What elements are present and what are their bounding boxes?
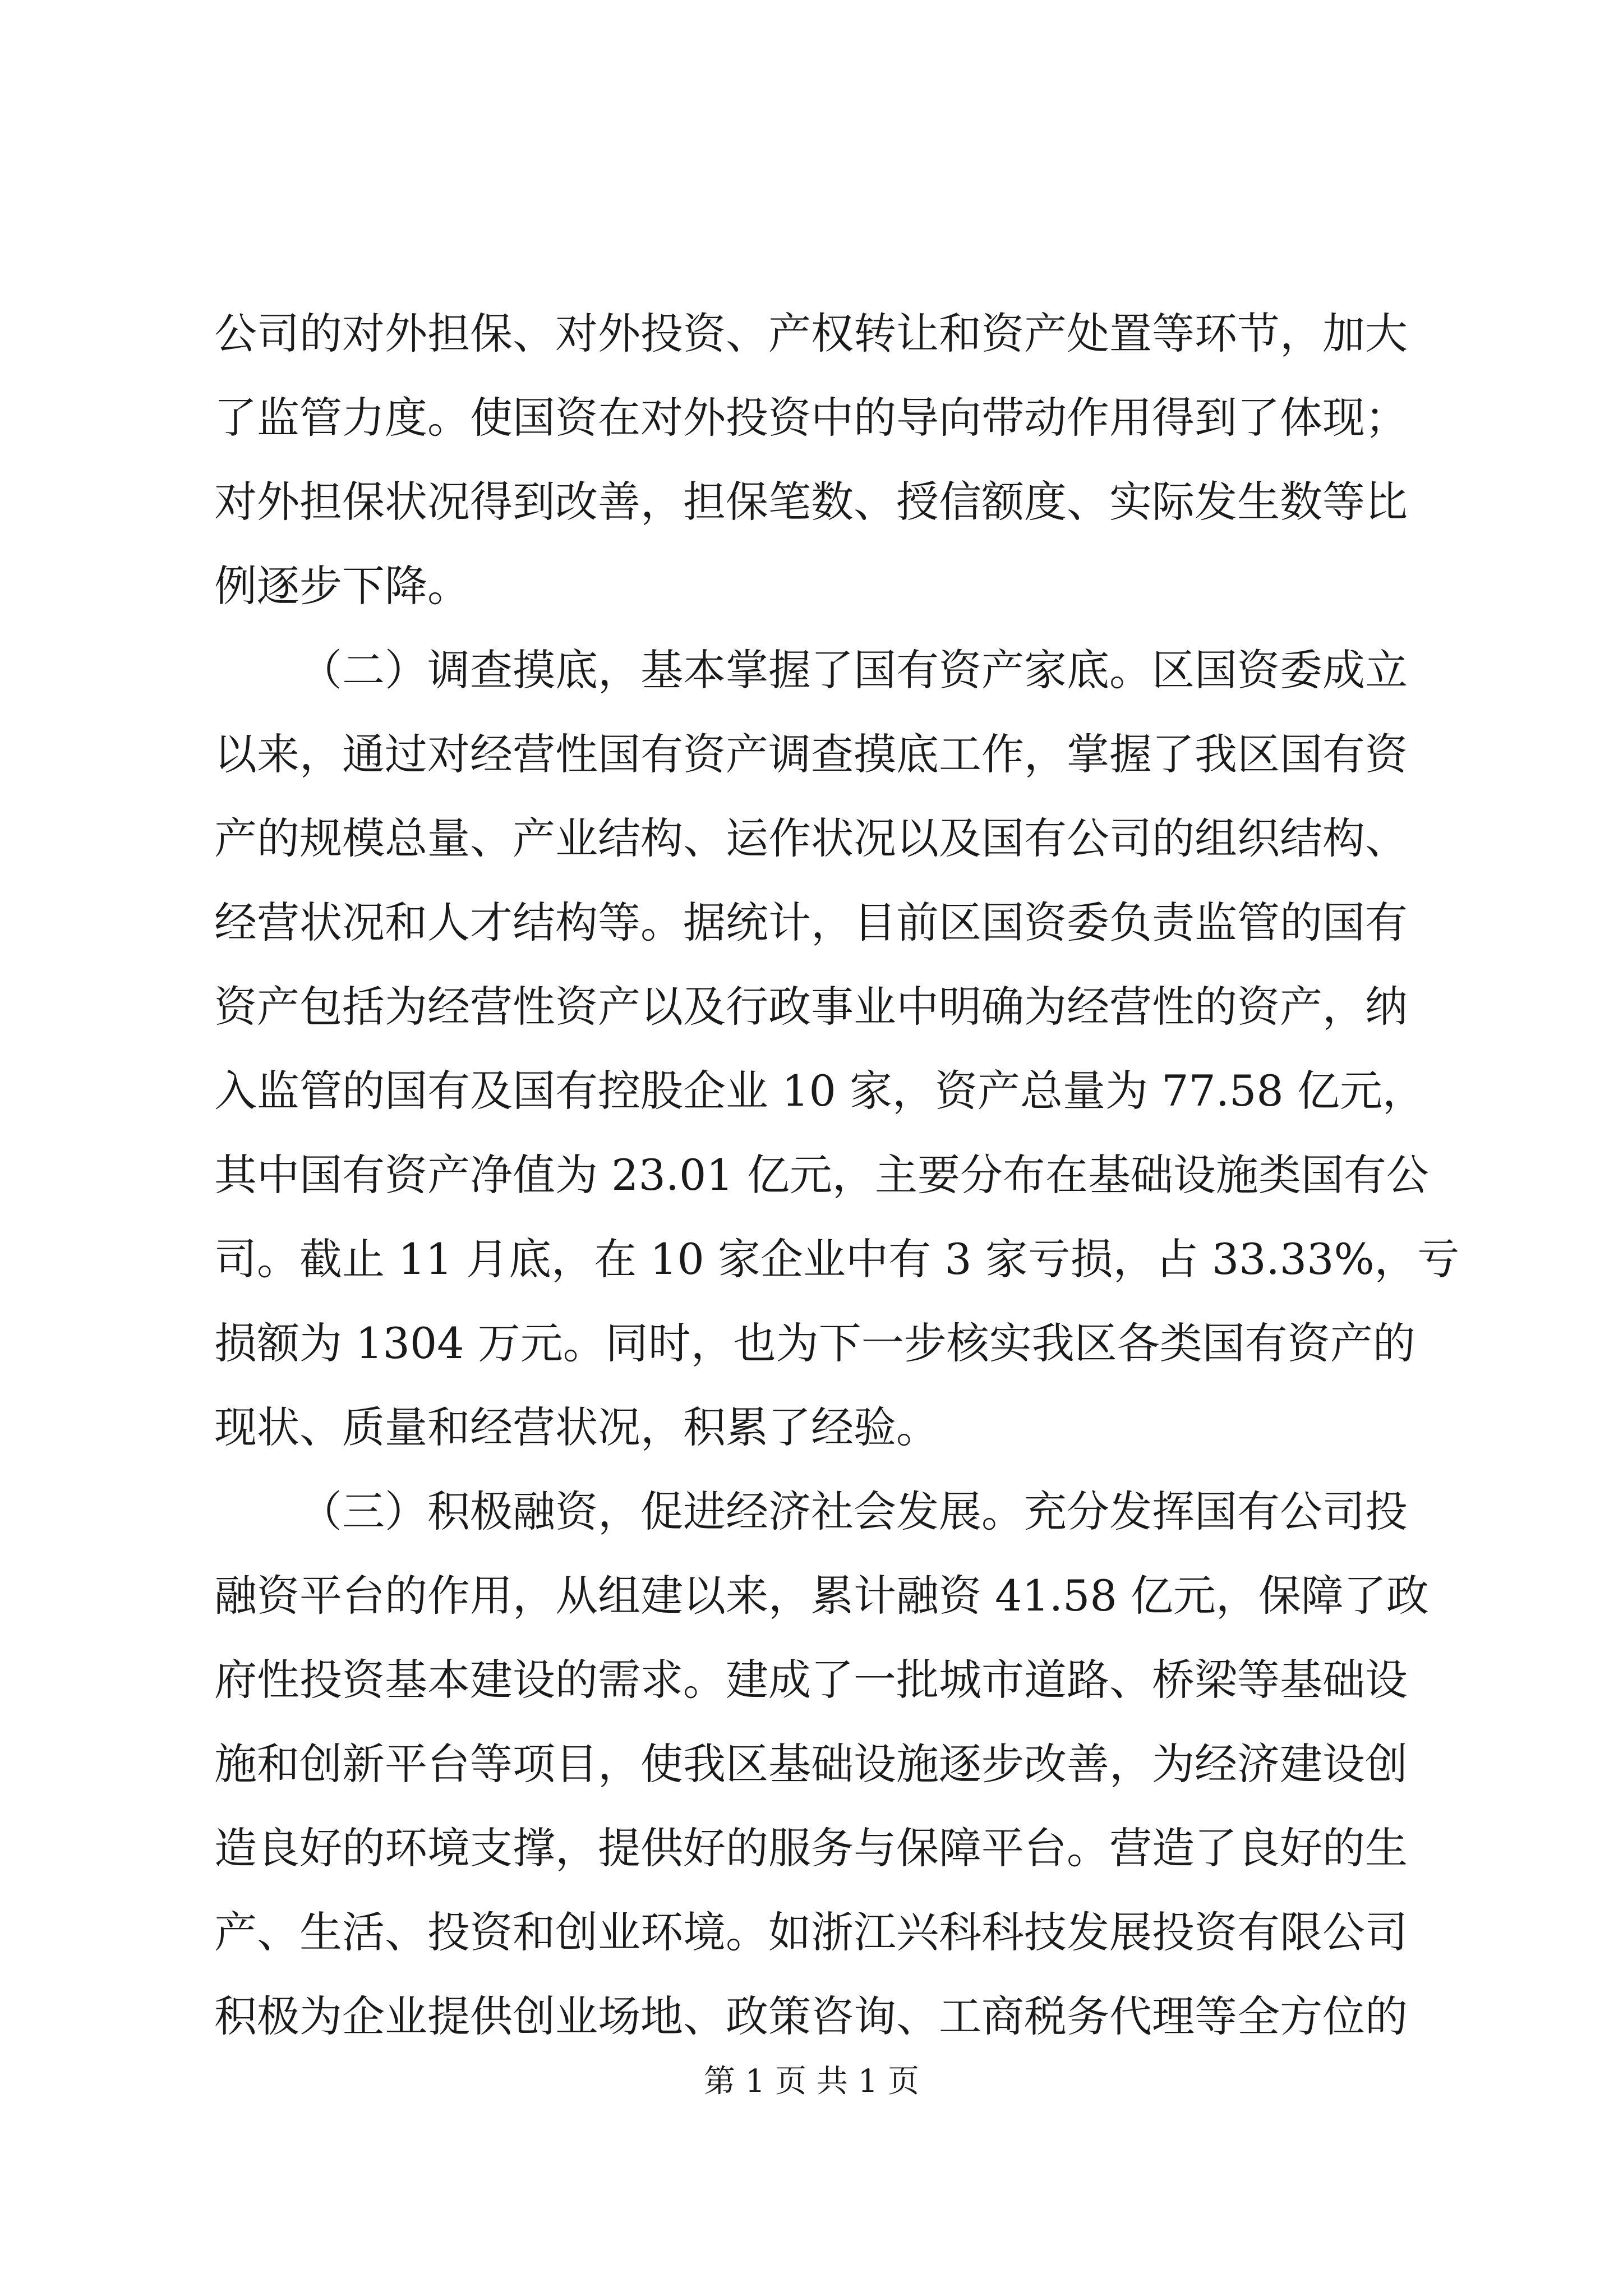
text-line: 入监管的国有及国有控股企业 10 家，资产总量为 77.58 亿元，: [214, 1066, 1425, 1116]
text-line: 司。截止 11 月底，在 10 家企业中有 3 家亏损，占 33.33%，亏: [214, 1234, 1460, 1284]
page-footer: [0, 2062, 1623, 2101]
text-line: （三）积极融资，促进经济社会发展。充分发挥国有公司投: [299, 1487, 1408, 1536]
text-line: 其中国有资产净值为 23.01 亿元，主要分布在基础设施类国有公: [214, 1150, 1429, 1200]
text-line: 造良好的环境支撑，提供好的服务与保障平台。营造了良好的生: [214, 1823, 1408, 1873]
text-line: （二）调查摸底，基本掌握了国有资产家底。区国资委成立: [299, 645, 1408, 695]
text-line: 公司的对外担保、对外投资、产权转让和资产处置等环节，加大: [214, 309, 1408, 358]
text-line: 现状、质量和经营状况，积累了经验。: [214, 1402, 939, 1452]
paragraph: [214, 292, 1407, 628]
paragraph: [214, 1470, 1429, 2059]
text-line: 了监管力度。使国资在对外投资中的导向带动作用得到了体现；: [214, 393, 1408, 443]
text-line: 例逐步下降。: [214, 561, 470, 611]
text-line: 损额为 1304 万元。同时，也为下一步核实我区各类国有资产的: [214, 1318, 1415, 1368]
text-line: 产、生活、投资和创业环境。如浙江兴科科技发展投资有限公司: [214, 1907, 1408, 1957]
paragraph: [214, 628, 1460, 1470]
text-line: 融资平台的作用，从组建以来，累计融资 41.58 亿元，保障了政: [214, 1571, 1429, 1621]
text-line: 经营状况和人才结构等。据统计，目前区国资委负责监管的国有: [214, 898, 1408, 947]
document-body: [214, 292, 1460, 2059]
text-line: 积极为企业提供创业场地、政策咨询、工商税务代理等全方位的: [214, 1991, 1408, 2041]
page-number: 第 1 页 共 1 页: [703, 2063, 920, 2100]
text-line: 资产包括为经营性资产以及行政事业中明确为经营性的资产，纳: [214, 982, 1408, 1032]
text-line: 对外担保状况得到改善，担保笔数、授信额度、实际发生数等比: [214, 477, 1408, 527]
text-line: 产的规模总量、产业结构、运作状况以及国有公司的组织结构、: [214, 813, 1408, 863]
text-line: 以来，通过对经营性国有资产调查摸底工作，掌握了我区国有资: [214, 729, 1408, 779]
text-line: 府性投资基本建设的需求。建成了一批城市道路、桥梁等基础设: [214, 1655, 1408, 1705]
text-line: 施和创新平台等项目，使我区基础设施逐步改善，为经济建设创: [214, 1739, 1408, 1789]
